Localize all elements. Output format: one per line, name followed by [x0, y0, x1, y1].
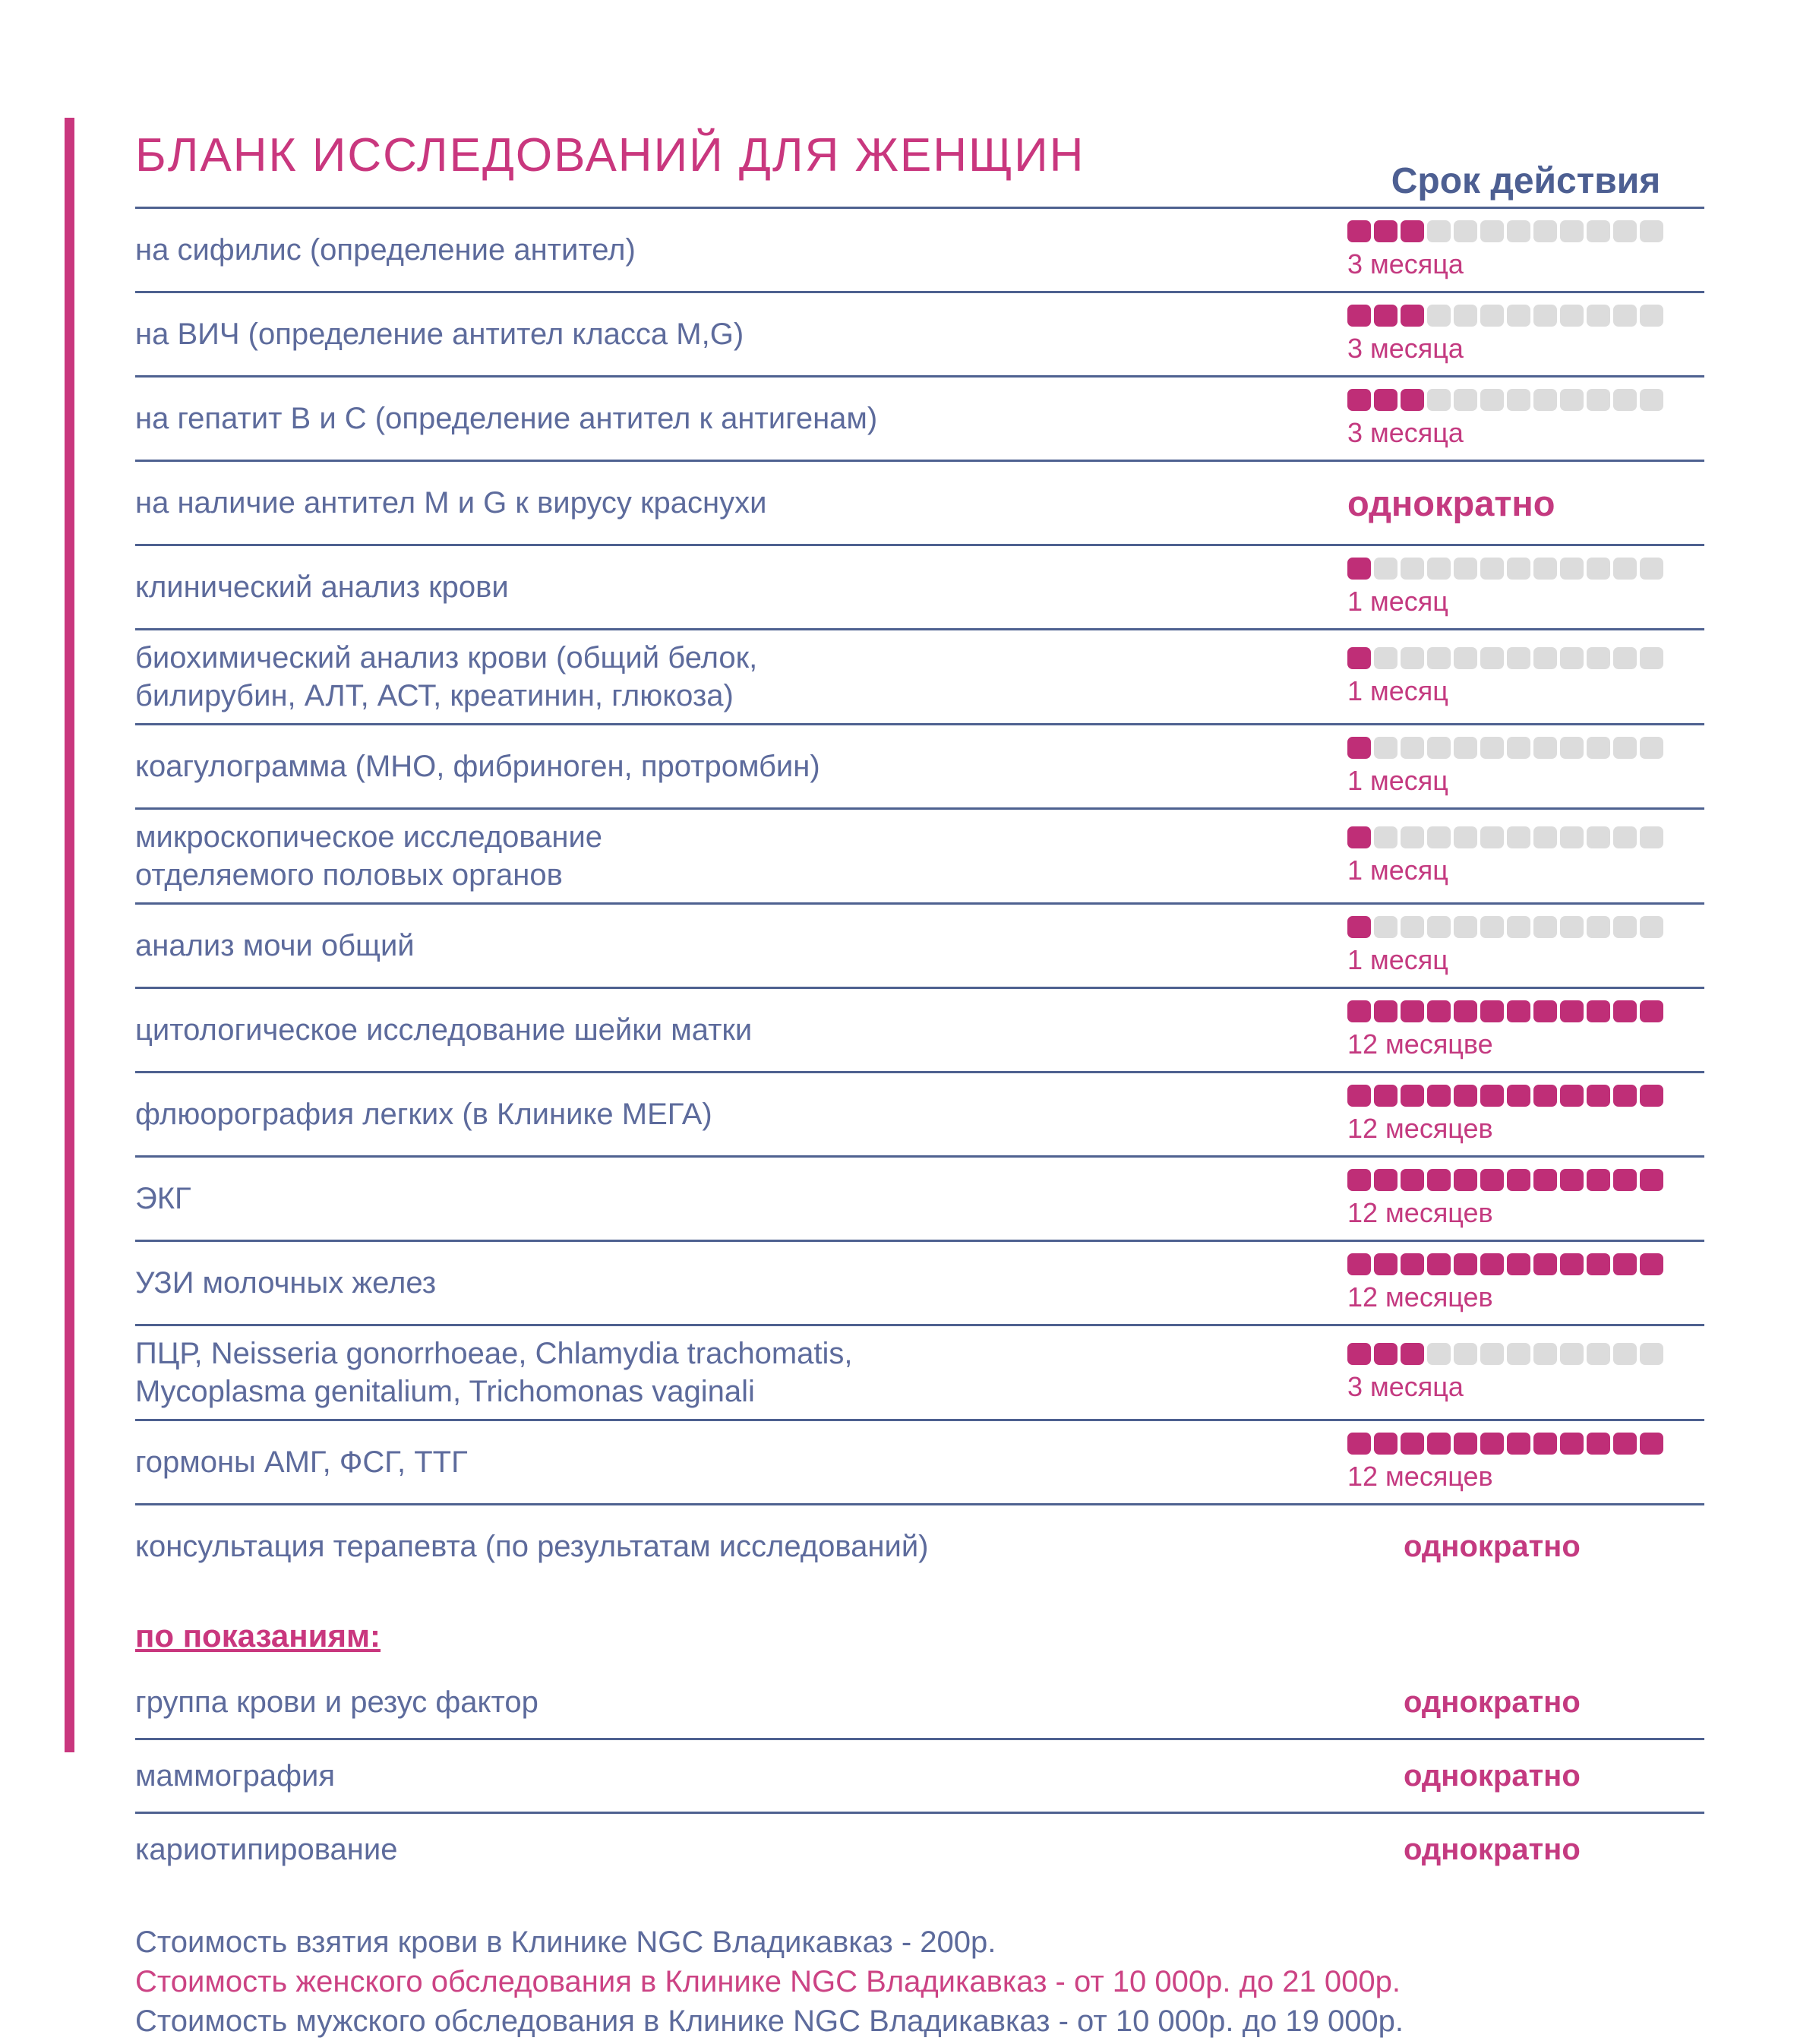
square-empty	[1587, 220, 1610, 242]
square-filled	[1640, 1169, 1663, 1191]
square-empty	[1560, 1343, 1584, 1365]
validity-period-label: 12 месяцев	[1347, 1112, 1493, 1144]
test-name: цитологическое исследование шейки матки	[135, 1013, 753, 1047]
validity-cell	[1347, 647, 1704, 707]
validity-cell	[1347, 1085, 1704, 1145]
square-empty	[1427, 305, 1451, 327]
square-filled	[1613, 1433, 1637, 1455]
square-filled	[1613, 1085, 1637, 1107]
test-name: УЗИ молочных желез	[135, 1266, 437, 1300]
validity-squares	[1347, 220, 1704, 242]
validity-cell	[1347, 482, 1704, 524]
square-empty	[1480, 1343, 1504, 1365]
square-empty	[1507, 1343, 1530, 1365]
test-name: микроскопическое исследование отделяемого половых органов	[135, 820, 603, 892]
square-empty	[1454, 916, 1477, 938]
validity-once-label: однократно	[1404, 1685, 1581, 1719]
square-empty	[1507, 389, 1530, 411]
square-empty	[1587, 1343, 1610, 1365]
conditional-tests-list	[135, 1666, 1704, 1885]
square-filled	[1374, 305, 1397, 327]
square-empty	[1480, 305, 1504, 327]
validity-squares	[1347, 389, 1704, 411]
square-empty	[1454, 558, 1477, 580]
square-filled	[1347, 1343, 1371, 1365]
square-empty	[1480, 737, 1504, 759]
square-empty	[1613, 389, 1637, 411]
square-empty	[1587, 389, 1610, 411]
footer-line: Стоимость женского обследования в Клинике NGC Владикавказ - от 10 000р. до 21 000р.	[135, 1965, 1401, 1999]
square-filled	[1347, 1169, 1371, 1191]
square-empty	[1640, 220, 1663, 242]
validity-squares	[1347, 1343, 1704, 1365]
footer	[135, 1925, 1704, 2040]
validity-period-label: 3 месяца	[1347, 1370, 1464, 1402]
test-row	[135, 723, 1704, 807]
square-empty	[1427, 558, 1451, 580]
square-empty	[1507, 737, 1530, 759]
square-filled	[1533, 1085, 1557, 1107]
square-empty	[1587, 916, 1610, 938]
validity-once-label: однократно	[1404, 1832, 1581, 1866]
square-filled	[1613, 1000, 1637, 1022]
square-filled	[1533, 1169, 1557, 1191]
square-filled	[1480, 1085, 1504, 1107]
square-filled	[1560, 1253, 1584, 1275]
validity-squares	[1347, 1169, 1704, 1191]
validity-cell	[1347, 826, 1704, 886]
square-empty	[1401, 826, 1424, 848]
square-filled	[1613, 1253, 1637, 1275]
square-filled	[1507, 1433, 1530, 1455]
validity-squares	[1347, 916, 1704, 938]
square-empty	[1640, 916, 1663, 938]
square-filled	[1347, 737, 1371, 759]
test-name: флюорография легких (в Клинике МЕГА)	[135, 1098, 712, 1131]
square-empty	[1640, 1343, 1663, 1365]
square-filled	[1401, 389, 1424, 411]
square-filled	[1587, 1253, 1610, 1275]
square-empty	[1454, 389, 1477, 411]
square-filled	[1640, 1085, 1663, 1107]
square-filled	[1401, 220, 1424, 242]
validity-cell	[1347, 389, 1704, 449]
test-row	[135, 291, 1704, 375]
test-row	[135, 544, 1704, 628]
square-empty	[1401, 647, 1424, 669]
square-empty	[1533, 305, 1557, 327]
validity-period-label: 3 месяца	[1347, 416, 1464, 448]
square-empty	[1454, 220, 1477, 242]
square-filled	[1374, 1343, 1397, 1365]
square-filled	[1347, 1253, 1371, 1275]
square-empty	[1480, 647, 1504, 669]
test-row	[135, 1155, 1704, 1240]
validity-squares	[1347, 1433, 1704, 1455]
validity-cell	[1347, 220, 1704, 280]
square-filled	[1454, 1433, 1477, 1455]
square-empty	[1613, 1343, 1637, 1365]
square-empty	[1374, 647, 1397, 669]
test-name: анализ мочи общий	[135, 929, 415, 962]
test-row	[135, 807, 1704, 902]
square-empty	[1560, 737, 1584, 759]
validity-period-label: 1 месяц	[1347, 764, 1448, 796]
square-empty	[1587, 737, 1610, 759]
square-empty	[1507, 558, 1530, 580]
square-empty	[1587, 826, 1610, 848]
square-empty	[1640, 647, 1663, 669]
square-filled	[1454, 1000, 1477, 1022]
validity-period-label: 1 месяц	[1347, 854, 1448, 886]
square-empty	[1640, 558, 1663, 580]
validity-period-label: 3 месяца	[1347, 332, 1464, 364]
square-empty	[1613, 558, 1637, 580]
square-empty	[1507, 826, 1530, 848]
square-empty	[1480, 389, 1504, 411]
validity-once-label: однократно	[1347, 482, 1555, 523]
square-filled	[1613, 1169, 1637, 1191]
footer-line: Стоимость мужского обследования в Клинике NGC Владикавказ - от 10 000р. до 19 000р.	[135, 2005, 1404, 2039]
validity-cell	[1347, 305, 1704, 365]
square-empty	[1427, 1343, 1451, 1365]
section-header: по показаниям:	[135, 1618, 381, 1654]
accent-bar	[65, 118, 74, 1752]
square-empty	[1560, 916, 1584, 938]
square-empty	[1427, 826, 1451, 848]
square-filled	[1507, 1253, 1530, 1275]
square-filled	[1427, 1000, 1451, 1022]
test-name: на наличие антител M и G к вирусу краснухи	[135, 486, 767, 520]
square-filled	[1347, 389, 1371, 411]
square-filled	[1347, 647, 1371, 669]
square-empty	[1454, 826, 1477, 848]
validity-period-label: 12 месяцев	[1347, 1281, 1493, 1313]
square-filled	[1401, 1253, 1424, 1275]
square-empty	[1560, 389, 1584, 411]
test-row	[135, 1666, 1704, 1738]
square-empty	[1560, 220, 1584, 242]
square-empty	[1613, 220, 1637, 242]
square-empty	[1480, 826, 1504, 848]
square-empty	[1427, 737, 1451, 759]
validity-period-label: 1 месяц	[1347, 943, 1448, 975]
validity-cell	[1347, 1433, 1704, 1493]
square-filled	[1374, 389, 1397, 411]
square-filled	[1480, 1169, 1504, 1191]
square-filled	[1560, 1433, 1584, 1455]
square-empty	[1640, 389, 1663, 411]
test-row	[135, 628, 1704, 723]
test-name: ЭКГ	[135, 1182, 191, 1215]
square-empty	[1533, 558, 1557, 580]
test-name: на ВИЧ (определение антител класса M,G)	[135, 317, 744, 351]
validity-cell	[1347, 737, 1704, 797]
square-empty	[1374, 916, 1397, 938]
square-filled	[1374, 1000, 1397, 1022]
validity-cell	[1347, 1530, 1704, 1564]
square-empty	[1640, 305, 1663, 327]
square-empty	[1533, 220, 1557, 242]
test-row	[135, 1738, 1704, 1812]
square-empty	[1613, 826, 1637, 848]
square-filled	[1560, 1000, 1584, 1022]
square-empty	[1533, 737, 1557, 759]
validity-period-label: 1 месяц	[1347, 585, 1448, 617]
validity-cell	[1347, 1685, 1704, 1720]
validity-squares	[1347, 737, 1704, 759]
square-filled	[1374, 1169, 1397, 1191]
square-filled	[1347, 220, 1371, 242]
square-empty	[1454, 1343, 1477, 1365]
test-row	[135, 987, 1704, 1071]
square-empty	[1533, 389, 1557, 411]
form-header	[135, 85, 1704, 207]
square-filled	[1427, 1169, 1451, 1191]
square-empty	[1560, 826, 1584, 848]
square-filled	[1640, 1000, 1663, 1022]
test-row	[135, 1503, 1704, 1587]
page-title: БЛАНК ИССЛЕДОВАНИЙ ДЛЯ ЖЕНЩИН	[135, 129, 1085, 182]
validity-once-label: однократно	[1404, 1529, 1581, 1563]
square-filled	[1374, 1253, 1397, 1275]
square-filled	[1401, 1000, 1424, 1022]
square-filled	[1401, 1169, 1424, 1191]
square-filled	[1507, 1169, 1530, 1191]
square-empty	[1401, 916, 1424, 938]
square-filled	[1401, 1085, 1424, 1107]
square-filled	[1560, 1085, 1584, 1107]
square-filled	[1347, 916, 1371, 938]
validity-period-label: 12 месяцев	[1347, 1196, 1493, 1228]
square-filled	[1427, 1433, 1451, 1455]
square-filled	[1507, 1085, 1530, 1107]
square-filled	[1507, 1000, 1530, 1022]
test-name: маммография	[135, 1759, 335, 1793]
test-name: консультация терапевта (по результатам исследований)	[135, 1530, 929, 1563]
square-filled	[1454, 1253, 1477, 1275]
square-filled	[1587, 1169, 1610, 1191]
validity-squares	[1347, 1085, 1704, 1107]
square-filled	[1587, 1000, 1610, 1022]
square-empty	[1427, 389, 1451, 411]
square-filled	[1480, 1433, 1504, 1455]
square-filled	[1480, 1253, 1504, 1275]
square-empty	[1640, 826, 1663, 848]
validity-cell	[1347, 1759, 1704, 1793]
square-empty	[1587, 558, 1610, 580]
test-name: ПЦР, Neisseria gonorrhoeae, Chlamydia trachomatis, Mycoplasma genitalium, Trichomonas vaginali	[135, 1337, 853, 1408]
validity-squares	[1347, 826, 1704, 848]
validity-once-label: однократно	[1404, 1758, 1581, 1793]
footer-line: Стоимость взятия крови в Клинике NGC Владикавказ - 200р.	[135, 1926, 996, 1959]
test-name: кариотипирование	[135, 1833, 398, 1866]
square-empty	[1613, 305, 1637, 327]
square-filled	[1374, 220, 1397, 242]
validity-cell	[1347, 1253, 1704, 1313]
square-empty	[1533, 826, 1557, 848]
validity-squares	[1347, 558, 1704, 580]
test-row	[135, 1324, 1704, 1419]
square-filled	[1347, 305, 1371, 327]
validity-period-label: 1 месяц	[1347, 674, 1448, 706]
validity-cell	[1347, 1000, 1704, 1060]
square-empty	[1454, 647, 1477, 669]
validity-squares	[1347, 647, 1704, 669]
test-row	[135, 902, 1704, 987]
square-empty	[1427, 916, 1451, 938]
square-filled	[1347, 826, 1371, 848]
square-filled	[1347, 1000, 1371, 1022]
square-filled	[1401, 305, 1424, 327]
test-name: биохимический анализ крови (общий белок, билирубин, АЛТ, АСТ, креатинин, глюкоза)	[135, 641, 758, 712]
square-filled	[1560, 1169, 1584, 1191]
square-empty	[1533, 916, 1557, 938]
test-name: на гепатит B и C (определение антител к антигенам)	[135, 402, 878, 435]
square-empty	[1374, 737, 1397, 759]
validity-column-header: Срок действия	[1391, 161, 1661, 201]
square-empty	[1560, 558, 1584, 580]
square-filled	[1374, 1433, 1397, 1455]
square-filled	[1587, 1433, 1610, 1455]
square-filled	[1401, 1343, 1424, 1365]
square-empty	[1560, 305, 1584, 327]
square-filled	[1533, 1000, 1557, 1022]
validity-cell	[1347, 1169, 1704, 1229]
validity-cell	[1347, 1833, 1704, 1867]
square-empty	[1401, 737, 1424, 759]
square-filled	[1427, 1253, 1451, 1275]
square-filled	[1533, 1253, 1557, 1275]
square-empty	[1401, 558, 1424, 580]
square-empty	[1560, 647, 1584, 669]
square-filled	[1347, 1433, 1371, 1455]
square-filled	[1640, 1433, 1663, 1455]
square-empty	[1533, 1343, 1557, 1365]
test-name: клинический анализ крови	[135, 570, 509, 604]
test-row	[135, 207, 1704, 291]
test-row	[135, 1240, 1704, 1324]
square-empty	[1533, 647, 1557, 669]
content	[135, 85, 1704, 2044]
square-empty	[1427, 647, 1451, 669]
test-row	[135, 1812, 1704, 1885]
square-empty	[1613, 647, 1637, 669]
square-empty	[1613, 916, 1637, 938]
square-empty	[1427, 220, 1451, 242]
square-empty	[1507, 305, 1530, 327]
validity-period-label: 3 месяца	[1347, 248, 1464, 280]
square-empty	[1507, 647, 1530, 669]
test-row	[135, 1071, 1704, 1155]
tests-list	[135, 207, 1704, 1587]
square-empty	[1507, 916, 1530, 938]
square-empty	[1480, 220, 1504, 242]
test-name: на сифилис (определение антител)	[135, 233, 636, 267]
square-empty	[1587, 647, 1610, 669]
square-filled	[1640, 1253, 1663, 1275]
square-empty	[1454, 305, 1477, 327]
validity-cell	[1347, 558, 1704, 618]
square-filled	[1480, 1000, 1504, 1022]
test-name: коагулограмма (МНО, фибриноген, протромбин)	[135, 750, 820, 783]
square-empty	[1640, 737, 1663, 759]
square-filled	[1347, 1085, 1371, 1107]
validity-squares	[1347, 1253, 1704, 1275]
square-filled	[1533, 1433, 1557, 1455]
test-row	[135, 1419, 1704, 1503]
square-empty	[1374, 826, 1397, 848]
square-filled	[1347, 558, 1371, 580]
square-empty	[1480, 916, 1504, 938]
square-empty	[1587, 305, 1610, 327]
validity-squares	[1347, 1000, 1704, 1022]
test-row	[135, 375, 1704, 460]
test-name: гормоны АМГ, ФСГ, ТТГ	[135, 1445, 468, 1479]
test-name: группа крови и резус фактор	[135, 1685, 538, 1719]
square-empty	[1613, 737, 1637, 759]
square-empty	[1454, 737, 1477, 759]
validity-cell	[1347, 916, 1704, 976]
square-filled	[1454, 1085, 1477, 1107]
square-filled	[1454, 1169, 1477, 1191]
square-empty	[1507, 220, 1530, 242]
square-filled	[1401, 1433, 1424, 1455]
validity-squares	[1347, 305, 1704, 327]
validity-period-label: 12 месяцев	[1347, 1460, 1493, 1492]
square-empty	[1480, 558, 1504, 580]
square-filled	[1427, 1085, 1451, 1107]
validity-period-label: 12 месяцве	[1347, 1028, 1493, 1060]
square-filled	[1587, 1085, 1610, 1107]
test-row	[135, 460, 1704, 544]
square-empty	[1374, 558, 1397, 580]
square-filled	[1374, 1085, 1397, 1107]
validity-cell	[1347, 1343, 1704, 1403]
